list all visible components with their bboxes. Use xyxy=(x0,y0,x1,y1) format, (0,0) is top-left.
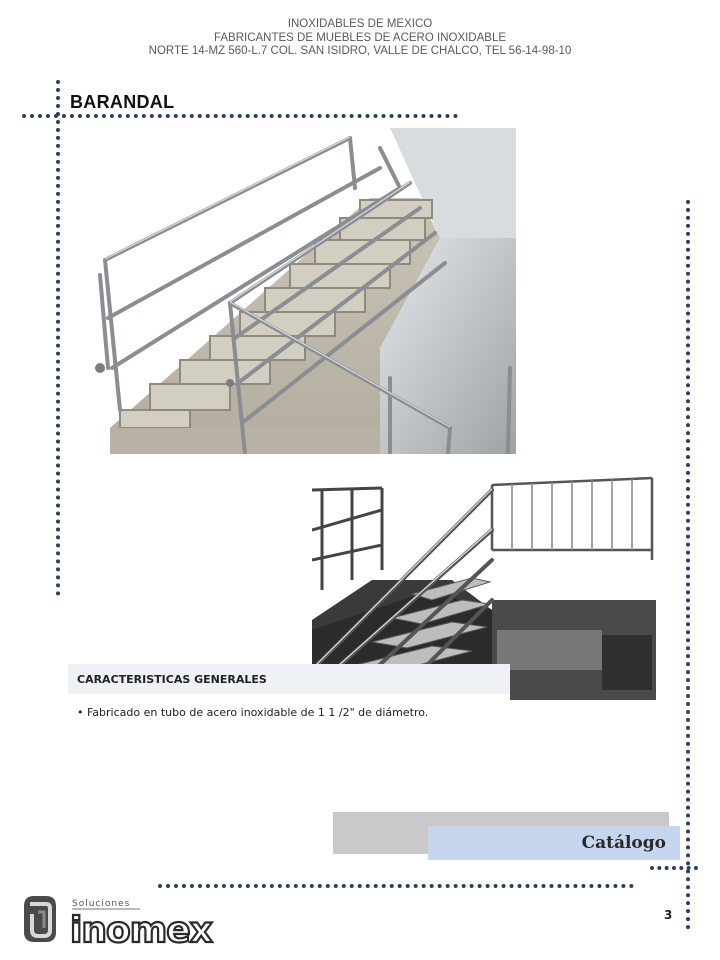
company-address: NORTE 14-MZ 560-L.7 COL. SAN ISIDRO, VALLE DE CHALCO, TEL 56-14-98-10 xyxy=(148,45,572,57)
logo-emblem-icon xyxy=(24,896,56,942)
feature-item: • Fabricado en tubo de acero inoxidable de 1 1 /2" de diámetro. xyxy=(77,706,429,719)
catalog-label: Catálogo xyxy=(581,833,666,853)
page-number: 3 xyxy=(664,908,673,922)
top-dotted-line xyxy=(22,114,458,118)
left-dotted-line xyxy=(56,80,60,596)
page-title: BARANDAL xyxy=(70,92,175,112)
company-tagline: FABRICANTES DE MUEBLES DE ACERO INOXIDABLE xyxy=(213,31,507,44)
svg-text:Soluciones: Soluciones xyxy=(72,899,131,909)
right-dotted-line xyxy=(686,200,690,930)
svg-text:inomex: inomex xyxy=(70,910,212,948)
catalog-dotted-line xyxy=(650,866,698,870)
inomex-logo xyxy=(20,888,270,953)
railing-photo-main xyxy=(80,128,516,454)
features-heading: CARACTERISTICAS GENERALES xyxy=(77,673,267,686)
document-header xyxy=(0,18,720,59)
catalog-label-box xyxy=(428,826,680,860)
features-box xyxy=(68,664,510,726)
company-name: INOXIDABLES DE MEXICO xyxy=(287,18,433,30)
